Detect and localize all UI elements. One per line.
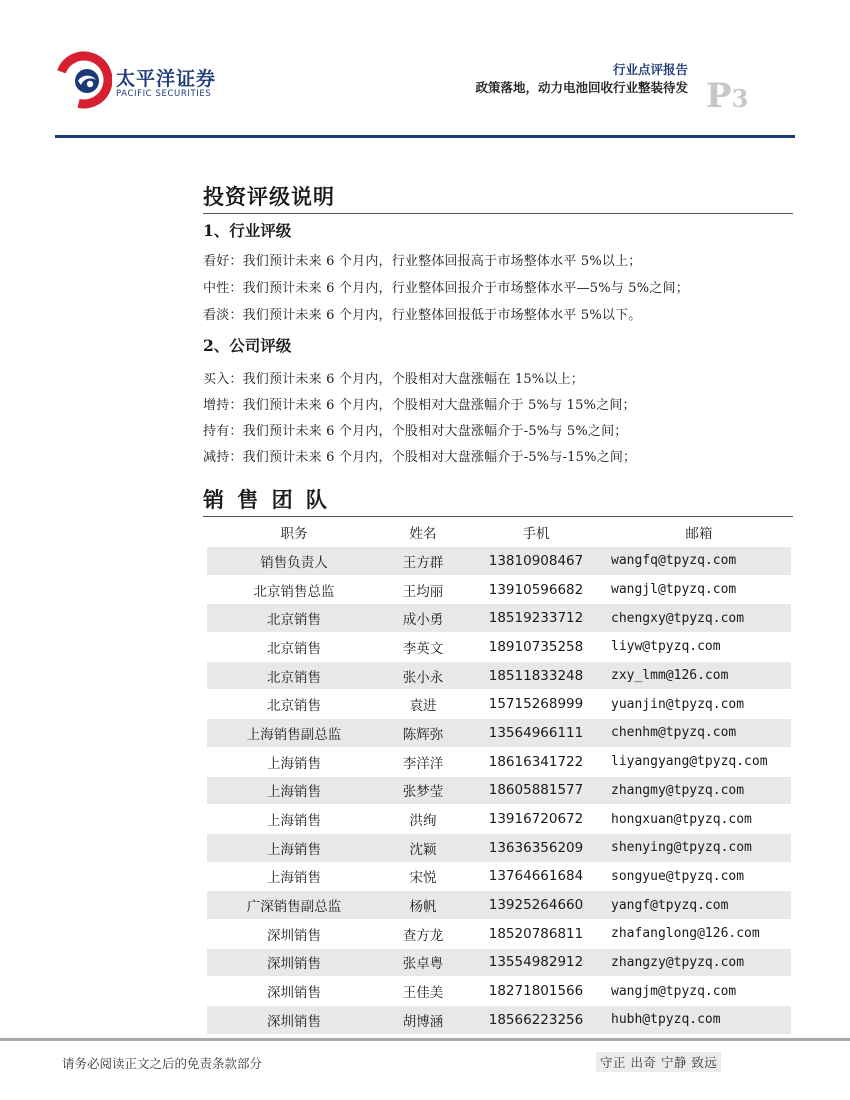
cell-name: 张梦莹 bbox=[381, 776, 465, 805]
brand-name-en: PACIFIC SECURITIES bbox=[116, 89, 212, 99]
cell-mobile: 13554982912 bbox=[465, 948, 607, 977]
cell-mobile: 13916720672 bbox=[465, 805, 607, 834]
cell-position: 北京销售 bbox=[207, 661, 381, 690]
cell-email[interactable]: liyw@tpyzq.com bbox=[607, 633, 791, 662]
table-row bbox=[207, 661, 791, 690]
cell-mobile: 18511833248 bbox=[465, 661, 607, 690]
cell-name: 陈辉弥 bbox=[381, 719, 465, 748]
cell-name: 李英文 bbox=[381, 633, 465, 662]
table-body bbox=[207, 547, 791, 1034]
cell-name: 杨帆 bbox=[381, 891, 465, 920]
cell-position: 上海销售 bbox=[207, 862, 381, 891]
brand-name-cn: 太平洋证券 bbox=[116, 68, 217, 90]
table-row bbox=[207, 862, 791, 891]
cell-position: 深圳销售 bbox=[207, 948, 381, 977]
cell-email[interactable]: yuanjin@tpyzq.com bbox=[607, 690, 791, 719]
cell-mobile: 18566223256 bbox=[465, 1006, 607, 1035]
table-row bbox=[207, 747, 791, 776]
cell-mobile: 13564966111 bbox=[465, 719, 607, 748]
cell-position: 深圳销售 bbox=[207, 919, 381, 948]
cell-mobile: 18616341722 bbox=[465, 747, 607, 776]
cell-position: 上海销售 bbox=[207, 747, 381, 776]
cell-email[interactable]: wangjm@tpyzq.com bbox=[607, 977, 791, 1006]
cell-email[interactable]: hongxuan@tpyzq.com bbox=[607, 805, 791, 834]
cell-mobile: 18910735258 bbox=[465, 633, 607, 662]
table-row bbox=[207, 833, 791, 862]
cell-mobile: 13636356209 bbox=[465, 833, 607, 862]
report-type: 行业点评报告 bbox=[612, 62, 688, 77]
header-divider bbox=[55, 135, 795, 138]
company-rating-heading: 2、公司评级 bbox=[203, 336, 292, 355]
footer-divider bbox=[0, 1038, 850, 1041]
table-row bbox=[207, 547, 791, 575]
industry-rating-line: 看淡：我们预计未来 6 个月内，行业整体回报低于市场整体水平 5%以下。 bbox=[203, 308, 642, 323]
cell-mobile: 18519233712 bbox=[465, 604, 607, 633]
cell-position: 上海销售 bbox=[207, 805, 381, 834]
page-letter: P bbox=[706, 76, 732, 116]
cell-email[interactable]: zxy_lmm@126.com bbox=[607, 661, 791, 690]
logo-emblem-icon bbox=[56, 44, 112, 116]
cell-email[interactable]: yangf@tpyzq.com bbox=[607, 891, 791, 920]
industry-rating-line: 看好：我们预计未来 6 个月内，行业整体回报高于市场整体水平 5%以上； bbox=[203, 254, 642, 269]
industry-rating-heading: 1、行业评级 bbox=[203, 221, 292, 240]
column-header-mobile: 手机 bbox=[522, 526, 550, 542]
cell-position: 北京销售 bbox=[207, 604, 381, 633]
cell-mobile: 18271801566 bbox=[465, 977, 607, 1006]
cell-email[interactable]: songyue@tpyzq.com bbox=[607, 862, 791, 891]
cell-email[interactable]: wangfq@tpyzq.com bbox=[607, 547, 791, 575]
company-rating-line: 买入：我们预计未来 6 个月内，个股相对大盘涨幅在 15%以上； bbox=[203, 372, 584, 387]
cell-email[interactable]: zhangmy@tpyzq.com bbox=[607, 776, 791, 805]
cell-mobile: 13910596682 bbox=[465, 575, 607, 604]
cell-position: 上海销售 bbox=[207, 833, 381, 862]
cell-name: 张卓粤 bbox=[381, 948, 465, 977]
table-row bbox=[207, 891, 791, 920]
page-digit: 3 bbox=[731, 84, 749, 113]
footer-disclaimer: 请务必阅读正文之后的免责条款部分 bbox=[62, 1056, 263, 1071]
sales-team-table bbox=[207, 517, 791, 1035]
cell-email[interactable]: wangjl@tpyzq.com bbox=[607, 575, 791, 604]
footer-motto: 守正 出奇 宁静 致远 bbox=[596, 1052, 721, 1072]
cell-position: 销售负责人 bbox=[207, 547, 381, 575]
table-row bbox=[207, 776, 791, 805]
cell-position: 北京销售 bbox=[207, 633, 381, 662]
cell-mobile: 13925264660 bbox=[465, 891, 607, 920]
cell-name: 王均丽 bbox=[381, 575, 465, 604]
cell-name: 王佳美 bbox=[381, 977, 465, 1006]
company-logo bbox=[56, 44, 226, 116]
table-row bbox=[207, 948, 791, 977]
report-title: 政策落地，动力电池回收行业整装待发 bbox=[475, 80, 688, 95]
table-row bbox=[207, 805, 791, 834]
cell-position: 深圳销售 bbox=[207, 977, 381, 1006]
cell-position: 深圳销售 bbox=[207, 1006, 381, 1035]
sales-team-title: 销 售 团 队 bbox=[203, 487, 330, 512]
cell-position: 上海销售副总监 bbox=[207, 719, 381, 748]
cell-position: 上海销售 bbox=[207, 776, 381, 805]
cell-mobile: 15715268999 bbox=[465, 690, 607, 719]
cell-position: 北京销售 bbox=[207, 690, 381, 719]
cell-mobile: 18605881577 bbox=[465, 776, 607, 805]
cell-name: 沈颖 bbox=[381, 833, 465, 862]
table-row bbox=[207, 690, 791, 719]
cell-mobile: 18520786811 bbox=[465, 919, 607, 948]
rating-title-divider bbox=[203, 213, 793, 214]
cell-name: 查方龙 bbox=[381, 919, 465, 948]
column-header-email: 邮箱 bbox=[685, 526, 713, 542]
rating-section-title: 投资评级说明 bbox=[203, 184, 335, 209]
column-header-name: 姓名 bbox=[409, 526, 437, 542]
cell-email[interactable]: chengxy@tpyzq.com bbox=[607, 604, 791, 633]
cell-email[interactable]: shenying@tpyzq.com bbox=[607, 833, 791, 862]
company-rating-line: 增持：我们预计未来 6 个月内，个股相对大盘涨幅介于 5%与 15%之间； bbox=[203, 398, 636, 413]
cell-position: 北京销售总监 bbox=[207, 575, 381, 604]
cell-name: 张小永 bbox=[381, 661, 465, 690]
table-row bbox=[207, 1006, 791, 1035]
table-row bbox=[207, 919, 791, 948]
company-rating-line: 减持：我们预计未来 6 个月内，个股相对大盘涨幅介于-5%与-15%之间； bbox=[203, 450, 637, 465]
cell-mobile: 13810908467 bbox=[465, 547, 607, 575]
table-row bbox=[207, 604, 791, 633]
cell-name: 洪绚 bbox=[381, 805, 465, 834]
cell-name: 王方群 bbox=[381, 547, 465, 575]
cell-email[interactable]: hubh@tpyzq.com bbox=[607, 1006, 791, 1035]
column-header-position: 职务 bbox=[280, 526, 308, 542]
cell-email[interactable]: zhangzy@tpyzq.com bbox=[607, 948, 791, 977]
cell-position: 广深销售副总监 bbox=[207, 891, 381, 920]
industry-rating-line: 中性：我们预计未来 6 个月内，行业整体回报介于市场整体水平—5%与 5%之间； bbox=[203, 281, 689, 296]
cell-name: 袁进 bbox=[381, 690, 465, 719]
cell-email[interactable]: chenhm@tpyzq.com bbox=[607, 719, 791, 748]
company-rating-line: 持有：我们预计未来 6 个月内，个股相对大盘涨幅介于-5%与 5%之间； bbox=[203, 424, 628, 439]
cell-name: 胡博涵 bbox=[381, 1006, 465, 1035]
cell-email[interactable]: liyangyang@tpyzq.com bbox=[607, 747, 791, 776]
cell-name: 成小勇 bbox=[381, 604, 465, 633]
table-row bbox=[207, 719, 791, 748]
page-number bbox=[706, 76, 748, 116]
table-row bbox=[207, 977, 791, 1006]
table-header-row bbox=[207, 517, 791, 547]
cell-mobile: 13764661684 bbox=[465, 862, 607, 891]
cell-name: 宋悦 bbox=[381, 862, 465, 891]
cell-name: 李洋洋 bbox=[381, 747, 465, 776]
cell-email[interactable]: zhafanglong@126.com bbox=[607, 919, 791, 948]
table-row bbox=[207, 575, 791, 604]
table-row bbox=[207, 633, 791, 662]
